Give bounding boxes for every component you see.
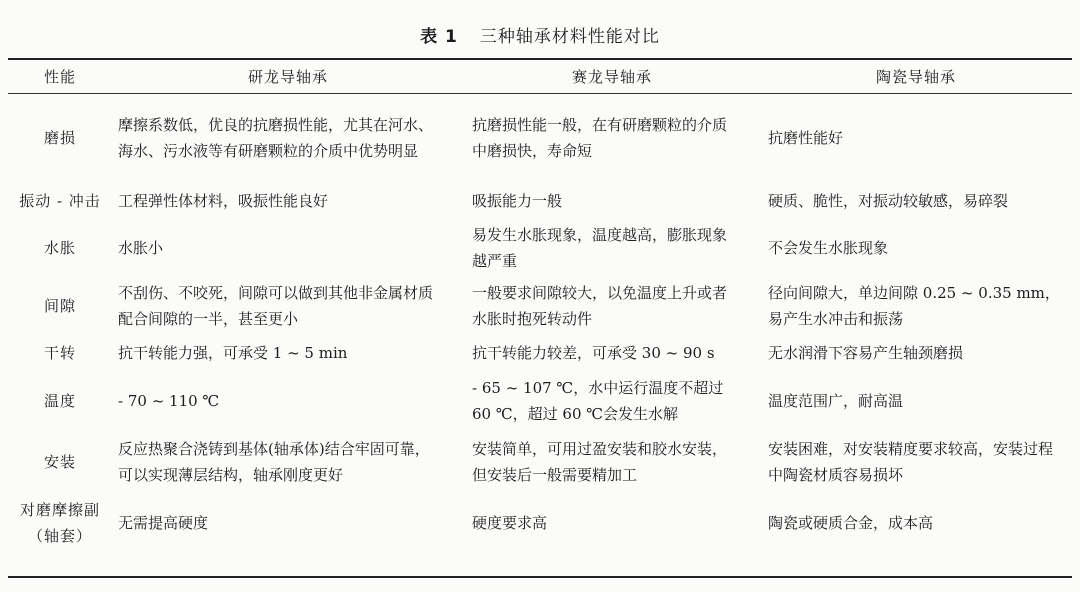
cell-ceramic: 径向间隙大，单边间隙 0.25 ~ 0.35 mm，易产生水冲击和振荡: [768, 284, 1060, 328]
header-row: [8, 60, 1072, 93]
table-title: 三种轴承材料性能对比: [479, 27, 660, 47]
cell-yanlong: 摩擦系数低，优良的抗磨损性能，尤其在河水、海水、污水液等有研磨颗粒的介质中优势明显: [118, 116, 434, 160]
row-property: 干转: [43, 344, 76, 362]
row-property: 温度: [43, 392, 76, 410]
row-property: 磨损: [43, 129, 76, 147]
header-property: 性能: [43, 67, 76, 86]
table-row: [8, 183, 1072, 219]
cell-yanlong: 工程弹性体材料，吸振性能良好: [118, 192, 329, 210]
header-sailong: 赛龙导轴承: [571, 67, 652, 86]
cell-ceramic: 硬质、脆性，对振动较敏感，易碎裂: [768, 192, 1009, 210]
table-row: [8, 370, 1072, 432]
cell-sailong: 易发生水胀现象，温度越高，膨胀现象越严重: [472, 225, 728, 270]
table-number: 表 1: [420, 27, 458, 47]
table-row: [8, 336, 1072, 370]
row-property: 振动 - 冲击: [19, 192, 101, 210]
cell-ceramic: 无水润滑下容易产生轴颈磨损: [768, 344, 964, 362]
row-property: 水胀: [43, 238, 76, 257]
row-property: 对磨摩擦副（轴套）: [19, 501, 100, 545]
cell-yanlong: 不刮伤、不咬死，间隙可以做到其他非金属材质配合间隙的一半，甚至更小: [118, 284, 434, 328]
cell-yanlong: 抗干转能力强，可承受 1 ~ 5 min: [118, 344, 348, 362]
comparison-table: [8, 60, 1072, 554]
table-row: [8, 219, 1072, 276]
table-caption: [0, 22, 1080, 47]
bottom-rule: [8, 576, 1072, 578]
cell-sailong: 抗磨损性能一般，在有研磨颗粒的介质中磨损快，寿命短: [472, 116, 728, 160]
cell-yanlong: 无需提高硬度: [118, 514, 209, 532]
cell-sailong: 一般要求间隙较大，以免温度上升或者水胀时抱死转动件: [472, 284, 728, 328]
cell-ceramic: 抗磨性能好: [768, 129, 844, 147]
header-ceramic: 陶瓷导轴承: [875, 67, 956, 86]
cell-sailong: - 65 ~ 107 ℃，水中运行温度不超过 60 ℃，超过 60 ℃会发生水解: [472, 379, 724, 423]
cell-sailong: 安装简单，可用过盈安装和胶水安装，但安装后一般需要精加工: [472, 440, 728, 484]
cell-sailong: 抗干转能力较差，可承受 30 ~ 90 s: [472, 344, 715, 362]
table-row: [8, 492, 1072, 554]
cell-yanlong: 反应热聚合浇铸到基体(轴承体)结合牢固可靠，可以实现薄层结构，轴承刚度更好: [118, 440, 430, 484]
cell-ceramic: 温度范围广，耐高温: [768, 392, 904, 410]
cell-ceramic: 安装困难，对安装精度要求较高，安装过程中陶瓷材质容易损坏: [768, 440, 1054, 484]
table-row: [8, 432, 1072, 492]
table-row: [8, 93, 1072, 183]
row-property: 安装: [43, 453, 76, 471]
cell-sailong: 硬度要求高: [472, 514, 548, 532]
cell-ceramic: 不会发生水胀现象: [768, 238, 889, 257]
header-yanlong: 研龙导轴承: [247, 67, 328, 86]
row-property: 间隙: [43, 297, 76, 315]
cell-yanlong: - 70 ~ 110 ℃: [118, 392, 220, 410]
table-row: [8, 276, 1072, 336]
cell-ceramic: 陶瓷或硬质合金，成本高: [768, 514, 934, 532]
cell-sailong: 吸振能力一般: [472, 192, 563, 210]
cell-yanlong: 水胀小: [118, 238, 164, 257]
